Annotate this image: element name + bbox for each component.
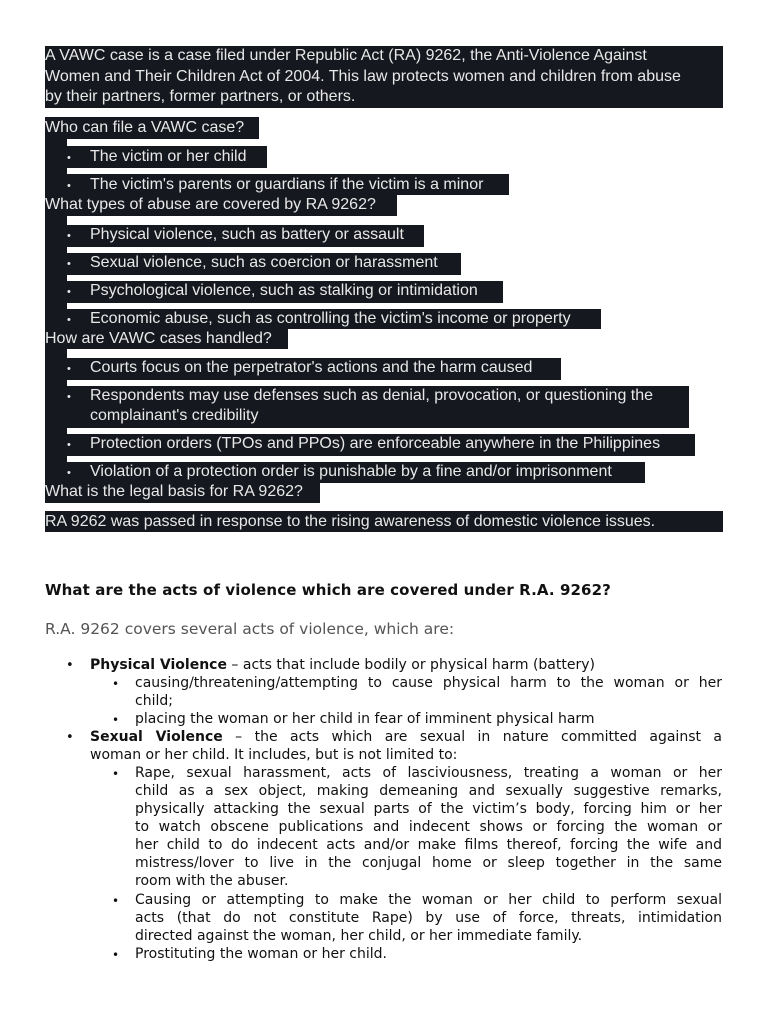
bullet: •: [67, 439, 71, 451]
question-how-handled: How are VAWC cases handled?: [45, 330, 272, 347]
bullet: •: [67, 258, 71, 270]
sub-bullet: •: [112, 948, 120, 962]
list-item: Psychological violence, such as stalking or intimidation: [90, 282, 478, 299]
sub-bullet: •: [112, 713, 120, 727]
sub-bullet: •: [112, 767, 120, 781]
sub-item-line: Prostituting the woman or her child.: [135, 946, 387, 962]
sub-item-line: acts (that do not constitute Rape) by use of force, threats, intimidation: [135, 910, 722, 926]
sub-item-line: her child to do indecent acts and/or make films thereof, forcing the wife and: [135, 837, 722, 853]
list-item: Violation of a protection order is punishable by a fine and/or imprisonment: [90, 463, 612, 480]
sub-item-line: Rape, sexual harassment, acts of lasciviousness, treating a woman or her: [135, 765, 722, 781]
bullet: •: [67, 180, 71, 192]
sub-item-line: physically attacking the sexual parts of the victim’s body, forcing him or her: [135, 801, 722, 817]
answer-legal-basis: RA 9262 was passed in response to the rising awareness of domestic violence issues.: [45, 513, 656, 530]
list-item: Physical violence, such as battery or assault: [90, 226, 404, 243]
sub-item-line: placing the woman or her child in fear of imminent physical harm: [135, 711, 595, 727]
article-heading: What are the acts of violence which are covered under R.A. 9262?: [45, 581, 611, 599]
sub-item-line: room with the abuser.: [135, 873, 289, 889]
article-intro: R.A. 9262 covers several acts of violence, which are:: [45, 620, 455, 638]
list-item-physical-violence: [90, 656, 595, 674]
list-item: Economic abuse, such as controlling the victim's income or property: [90, 310, 571, 327]
question-who-can-file: Who can file a VAWC case?: [45, 119, 245, 136]
sub-item-line: to watch obscene publications and indecent shows or forcing the woman or: [135, 819, 722, 835]
list-item: The victim or her child: [90, 148, 247, 165]
sub-item-line: child as a sex object, making demeaning and sexually suggestive remarks,: [135, 783, 722, 799]
intro-paragraph-line-1: A VAWC case is a case filed under Republic Act (RA) 9262, the Anti-Violence Against: [45, 47, 647, 64]
desc-physical-violence: – acts that include bodily or physical harm (battery): [226, 657, 595, 673]
list-item: Courts focus on the perpetrator's actions and the harm caused: [90, 359, 533, 376]
bullet: •: [67, 230, 71, 242]
list-item-sexual-violence: [90, 728, 722, 746]
sub-item-line: causing/threatening/attempting to cause physical harm to the woman or her: [135, 675, 722, 691]
bullet: •: [67, 152, 71, 164]
bullet: •: [67, 314, 71, 326]
term-sexual-violence: Sexual Violence: [90, 729, 223, 745]
intro-paragraph-line-2: Women and Their Children Act of 2004. This law protects women and children from abuse: [45, 68, 681, 85]
list-item-continuation: complainant's credibility: [90, 407, 259, 424]
sub-item-line: child;: [135, 693, 173, 709]
bullet: •: [67, 391, 71, 403]
bullet: •: [67, 467, 71, 479]
intro-paragraph-line-3: by their partners, former partners, or others.: [45, 88, 356, 105]
list-item: Protection orders (TPOs and PPOs) are enforceable anywhere in the Philippines: [90, 435, 661, 452]
list-item: Sexual violence, such as coercion or harassment: [90, 254, 438, 271]
bullet: •: [67, 363, 71, 375]
term-physical-violence: Physical Violence: [90, 657, 227, 673]
sub-item-line: mistress/lover to live in the conjugal home or sleep together in the same: [135, 855, 722, 871]
desc-sexual-violence-line-1: – the acts which are sexual in nature committed against a: [222, 729, 722, 745]
bullet: •: [66, 730, 74, 745]
list-item: Respondents may use defenses such as denial, provocation, or questioning the: [90, 387, 654, 404]
sub-bullet: •: [112, 677, 120, 691]
question-abuse-types: What types of abuse are covered by RA 9262?: [45, 196, 376, 213]
sub-bullet: •: [112, 894, 120, 908]
sub-item-line: directed against the woman, her child, or her immediate family.: [135, 928, 583, 944]
bullet: •: [66, 658, 74, 673]
sub-item-line: Causing or attempting to make the woman or her child to perform sexual: [135, 892, 722, 908]
list-item: The victim's parents or guardians if the victim is a minor: [90, 176, 484, 193]
bullet: •: [67, 286, 71, 298]
desc-sexual-violence-line-2: woman or her child. It includes, but is not limited to:: [90, 747, 458, 763]
question-legal-basis: What is the legal basis for RA 9262?: [45, 483, 303, 500]
